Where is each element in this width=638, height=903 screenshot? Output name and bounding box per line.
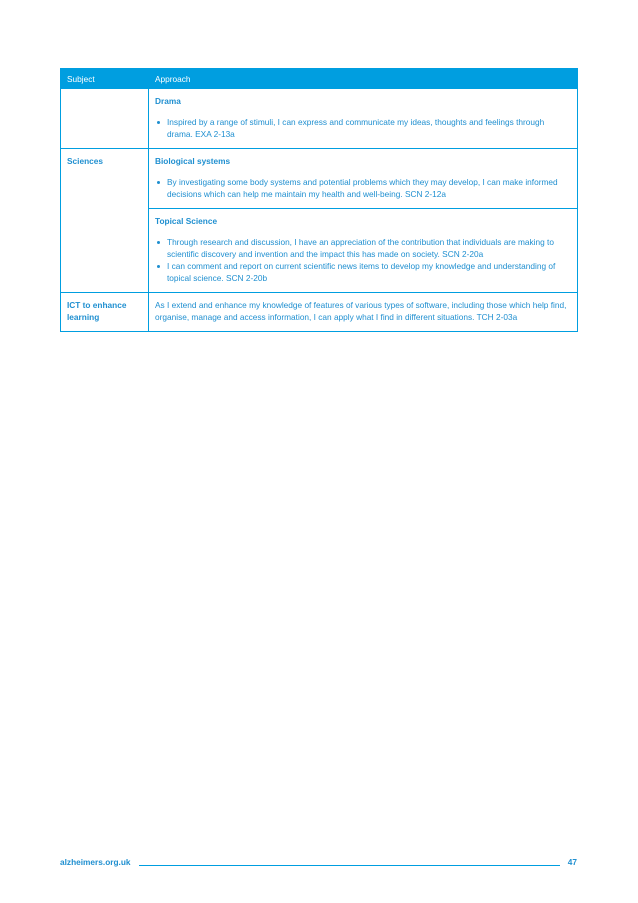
section-title-biological: Biological systems <box>155 156 231 166</box>
bullet-item: I can comment and report on current scientific news items to develop my knowledge and understanding of topical science. SCN 2-20b <box>155 260 571 284</box>
subject-cell-ict: ICT to enhance learning <box>61 293 149 332</box>
section-title-topical: Topical Science <box>155 216 218 226</box>
subject-cell-empty <box>61 89 149 149</box>
table-row-biological-systems <box>61 149 578 209</box>
table-row-ict <box>61 293 578 332</box>
footer-url: alzheimers.org.uk <box>60 857 131 867</box>
bullet-list-drama <box>155 116 571 140</box>
header-approach: Approach <box>149 69 578 89</box>
subject-cell-sciences: Sciences <box>61 149 149 293</box>
curriculum-table <box>60 68 578 332</box>
approach-cell-ict <box>149 293 578 332</box>
table-header-row <box>61 69 578 89</box>
table-row-drama <box>61 89 578 149</box>
page-number: 47 <box>567 857 577 867</box>
footer-divider <box>139 865 560 866</box>
section-title-drama: Drama <box>155 96 181 106</box>
bullet-list-topical <box>155 236 571 284</box>
bullet-item: Inspired by a range of stimuli, I can express and communicate my ideas, thoughts and feelings through drama. EXA 2-13a <box>155 116 571 140</box>
approach-cell-topical <box>149 209 578 293</box>
bullet-item: By investigating some body systems and potential problems which they may develop, I can make informed decisions which can help me maintain my health and well-being. SCN 2-12a <box>155 176 571 200</box>
approach-text-ict: As I extend and enhance my knowledge of features of various types of software, including those which help find, organise, manage and access information, I can apply what I find in different situations. TCH 2-03a <box>155 300 567 322</box>
page-footer <box>60 855 577 869</box>
bullet-item: Through research and discussion, I have an appreciation of the contribution that individuals are making to scientific discovery and invention and the impact this has made on society. SCN 2-20a <box>155 236 571 260</box>
approach-cell-biological <box>149 149 578 209</box>
header-subject: Subject <box>61 69 149 89</box>
approach-cell-drama <box>149 89 578 149</box>
bullet-list-biological <box>155 176 571 200</box>
